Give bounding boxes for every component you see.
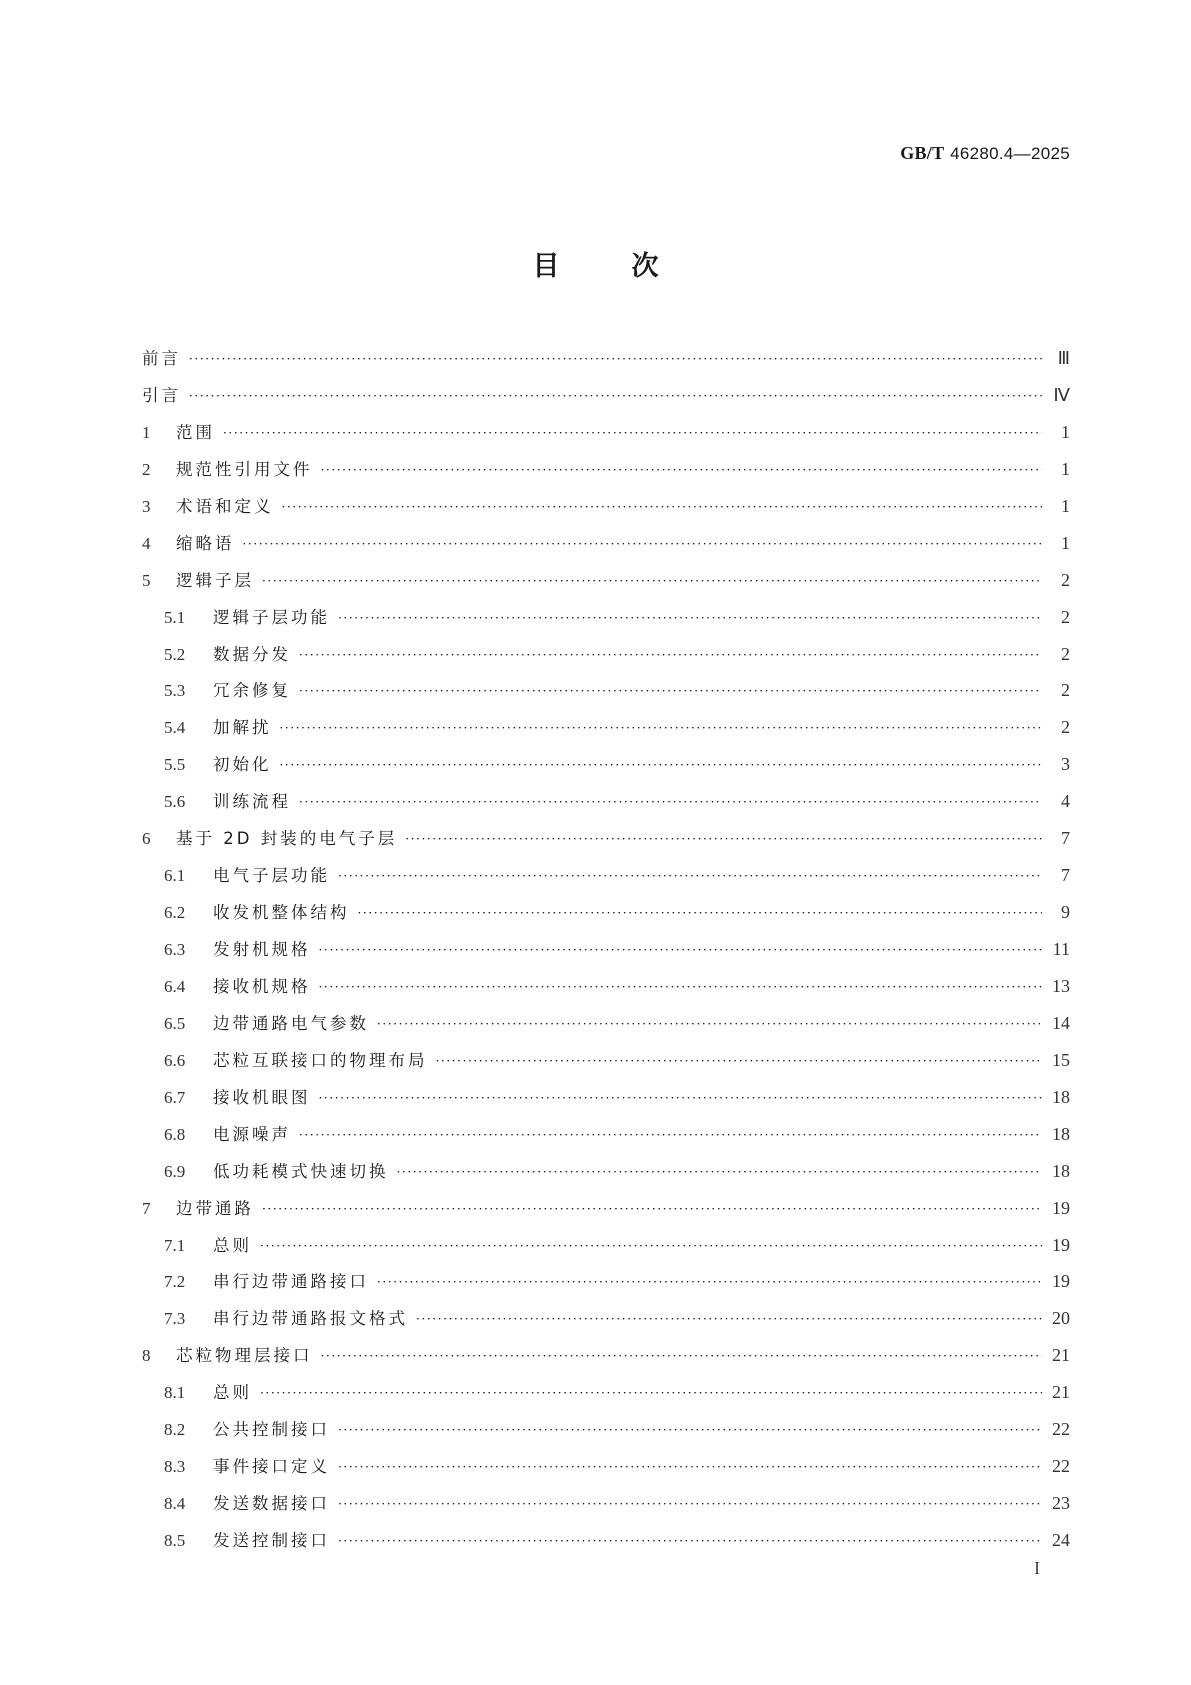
dot-leader xyxy=(397,1157,1043,1187)
toc-entry[interactable] xyxy=(142,897,1070,934)
toc-entry-page: 2 xyxy=(1061,606,1070,627)
toc-entry-title: 电源噪声 xyxy=(213,1124,291,1144)
toc-entry[interactable] xyxy=(142,1119,1070,1156)
toc-entry[interactable] xyxy=(142,491,1070,528)
toc-entry-number: 5.5 xyxy=(164,755,186,775)
dot-leader xyxy=(377,1009,1042,1039)
dot-leader xyxy=(436,1046,1043,1076)
toc-entry-number: 8.2 xyxy=(164,1420,186,1440)
toc-entry-title: 边带通路电气参数 xyxy=(213,1013,369,1033)
toc-entry-number: 6.4 xyxy=(164,976,186,996)
toc-entry-title: 收发机整体结构 xyxy=(213,903,350,923)
toc-entry-title: 总则 xyxy=(213,1383,252,1403)
toc-entry-title: 接收机规格 xyxy=(213,976,311,996)
toc-entry[interactable] xyxy=(142,1008,1070,1045)
toc-entry[interactable] xyxy=(142,417,1070,454)
dot-leader xyxy=(416,1304,1042,1334)
toc-entry-page: 13 xyxy=(1052,975,1070,996)
standard-number: 46280.4—2025 xyxy=(950,144,1070,163)
toc-entry-title: 发送控制接口 xyxy=(213,1531,330,1550)
toc-entry-page: 15 xyxy=(1052,1049,1070,1070)
toc-entry[interactable] xyxy=(142,380,1070,417)
toc-entry-title: 范围 xyxy=(176,422,215,442)
dot-leader xyxy=(299,640,1042,670)
toc-entry-page: 24 xyxy=(1052,1530,1070,1550)
toc-entry[interactable] xyxy=(142,749,1070,786)
standard-prefix: GB/T xyxy=(900,143,945,163)
toc-entry[interactable] xyxy=(142,860,1070,897)
toc-entry-number: 6.5 xyxy=(164,1013,186,1033)
toc-entry[interactable] xyxy=(142,1193,1070,1230)
toc-entry-page: 1 xyxy=(1061,421,1070,442)
toc-entry-page: 2 xyxy=(1061,680,1070,701)
toc-entry-title: 逻辑子层 xyxy=(176,570,254,590)
toc-entry-number: 5.4 xyxy=(164,718,186,738)
dot-leader xyxy=(280,713,1043,743)
toc-entry-title: 加解扰 xyxy=(213,718,272,738)
title-char-1: 目 xyxy=(532,251,560,282)
toc-entry-title: 术语和定义 xyxy=(176,496,274,516)
toc-entry-title: 发送数据接口 xyxy=(213,1494,330,1514)
dot-leader xyxy=(358,898,1043,928)
page-footer-number: I xyxy=(1034,1558,1040,1578)
toc-entry[interactable] xyxy=(142,343,1070,380)
toc-entry-number: 8.5 xyxy=(164,1531,186,1550)
dot-leader xyxy=(319,972,1043,1002)
dot-leader xyxy=(243,529,1043,559)
toc-entry-number: 2 xyxy=(142,459,151,479)
toc-entry-page: 21 xyxy=(1052,1382,1070,1403)
toc-entry-title: 芯粒互联接口的物理布局 xyxy=(213,1050,428,1070)
toc-entry-number: 5.2 xyxy=(164,644,186,664)
toc-entry-title: 低功耗模式快速切换 xyxy=(213,1161,389,1181)
toc-entry-page: 3 xyxy=(1061,754,1070,775)
toc-entry-title: 边带通路 xyxy=(176,1198,254,1218)
toc-entry-page: 7 xyxy=(1061,865,1070,886)
toc-entry-page: Ⅳ xyxy=(1053,384,1070,405)
toc-entry[interactable] xyxy=(142,1156,1070,1193)
toc-entry[interactable] xyxy=(142,675,1070,712)
dot-leader xyxy=(189,381,1042,411)
dot-leader xyxy=(338,1489,1042,1519)
toc-entry-page: 21 xyxy=(1052,1345,1070,1366)
toc-entry[interactable] xyxy=(142,823,1070,860)
toc-entry-page: Ⅲ xyxy=(1057,348,1070,368)
toc-entry[interactable] xyxy=(142,1082,1070,1119)
dot-leader xyxy=(280,750,1043,780)
dot-leader xyxy=(405,824,1042,854)
toc-entry-page: 18 xyxy=(1052,1123,1070,1144)
toc-entry-number: 7.3 xyxy=(164,1309,186,1329)
toc-entry-number: 4 xyxy=(142,533,151,553)
dot-leader xyxy=(338,1526,1042,1556)
toc-entry-number: 6.3 xyxy=(164,940,186,959)
toc-entry[interactable] xyxy=(142,528,1070,565)
toc-entry-title: 总则 xyxy=(213,1235,252,1255)
toc-entry-number: 6 xyxy=(142,829,151,849)
toc-entry-number: 5.3 xyxy=(164,681,186,701)
toc-entry-title: 训练流程 xyxy=(213,792,291,812)
toc-entry-page: 19 xyxy=(1052,1197,1070,1218)
toc-entry-number: 6.7 xyxy=(164,1087,186,1107)
toc-entry-title: 冗余修复 xyxy=(213,681,291,701)
dot-leader xyxy=(223,418,1042,448)
toc-entry[interactable] xyxy=(142,639,1070,676)
toc-entry-number: 6.9 xyxy=(164,1161,186,1181)
toc-entry-page: 2 xyxy=(1061,717,1070,738)
dot-leader xyxy=(338,861,1042,891)
toc-entry-page: 2 xyxy=(1061,569,1070,590)
toc-entry[interactable] xyxy=(142,1377,1070,1414)
toc-entry[interactable] xyxy=(142,786,1070,823)
toc-entry[interactable] xyxy=(142,934,1070,971)
toc-entry-page: 1 xyxy=(1061,532,1070,553)
dot-leader xyxy=(321,1341,1043,1371)
toc-entry-page: 9 xyxy=(1061,902,1070,923)
toc-entry-number: 5 xyxy=(142,570,151,590)
toc-entry-page: 20 xyxy=(1052,1308,1070,1329)
toc-entry[interactable] xyxy=(142,565,1070,602)
toc-entry-title: 接收机眼图 xyxy=(213,1087,311,1107)
toc-entry-title: 芯粒物理层接口 xyxy=(176,1346,313,1366)
dot-leader xyxy=(319,935,1043,965)
dot-leader xyxy=(338,1415,1042,1445)
table-of-contents xyxy=(142,343,1070,1562)
document-header xyxy=(900,143,1070,164)
dot-leader xyxy=(282,492,1043,522)
toc-entry[interactable] xyxy=(142,971,1070,1008)
toc-entry-title: 事件接口定义 xyxy=(213,1457,330,1477)
toc-entry[interactable] xyxy=(142,1303,1070,1340)
toc-entry-page: 11 xyxy=(1052,939,1070,959)
toc-entry-page: 18 xyxy=(1052,1160,1070,1181)
toc-entry-title: 发射机规格 xyxy=(213,940,311,959)
toc-entry[interactable] xyxy=(142,712,1070,749)
toc-entry-page: 23 xyxy=(1052,1493,1070,1514)
dot-leader xyxy=(319,1083,1043,1113)
toc-entry-title: 引言 xyxy=(142,385,181,405)
toc-entry[interactable] xyxy=(142,1230,1070,1267)
dot-leader xyxy=(189,344,1042,374)
toc-entry[interactable] xyxy=(142,454,1070,491)
dot-leader xyxy=(299,676,1042,706)
toc-entry[interactable] xyxy=(142,602,1070,639)
toc-entry-title: 公共控制接口 xyxy=(213,1420,330,1440)
dot-leader xyxy=(260,1378,1042,1408)
dot-leader xyxy=(262,1194,1042,1224)
toc-entry-page: 1 xyxy=(1061,458,1070,479)
toc-entry-page: 19 xyxy=(1052,1234,1070,1255)
dot-leader xyxy=(260,1231,1042,1261)
toc-entry-page: 7 xyxy=(1061,828,1070,849)
toc-entry[interactable] xyxy=(142,1266,1070,1303)
dot-leader xyxy=(299,787,1042,817)
dot-leader xyxy=(338,603,1042,633)
toc-entry-number: 7 xyxy=(142,1198,151,1218)
toc-entry-number: 6.2 xyxy=(164,903,186,923)
toc-entry-page: 4 xyxy=(1061,791,1070,812)
toc-entry-number: 5.1 xyxy=(164,607,186,627)
toc-entry-number: 6.6 xyxy=(164,1050,186,1070)
toc-entry-title: 规范性引用文件 xyxy=(176,459,313,479)
toc-entry-number: 7.1 xyxy=(164,1235,186,1255)
dot-leader xyxy=(262,566,1042,596)
toc-entry[interactable] xyxy=(142,1414,1070,1451)
toc-entry-number: 8 xyxy=(142,1346,151,1366)
dot-leader xyxy=(299,1120,1042,1150)
toc-entry-title: 前言 xyxy=(142,349,181,368)
page-title xyxy=(0,244,1191,283)
toc-entry[interactable] xyxy=(142,1488,1070,1525)
toc-entry-number: 5.6 xyxy=(164,792,186,812)
toc-entry-title: 逻辑子层功能 xyxy=(213,607,330,627)
toc-entry-title: 串行边带通路接口 xyxy=(213,1272,369,1292)
dot-leader xyxy=(377,1267,1042,1297)
toc-entry-title: 串行边带通路报文格式 xyxy=(213,1309,408,1329)
toc-entry[interactable] xyxy=(142,1525,1070,1562)
toc-entry-title: 基于 2D 封装的电气子层 xyxy=(176,829,398,849)
toc-entry[interactable] xyxy=(142,1451,1070,1488)
toc-entry-title: 缩略语 xyxy=(176,533,235,553)
toc-entry[interactable] xyxy=(142,1045,1070,1082)
toc-entry-page: 19 xyxy=(1052,1271,1070,1292)
toc-entry-number: 8.1 xyxy=(164,1383,186,1403)
toc-entry-page: 22 xyxy=(1052,1456,1070,1477)
toc-entry-number: 1 xyxy=(142,422,151,442)
toc-entry-number: 6.1 xyxy=(164,866,186,886)
toc-entry-number: 3 xyxy=(142,496,151,516)
toc-entry-number: 6.8 xyxy=(164,1124,186,1144)
dot-leader xyxy=(321,455,1043,485)
toc-entry-number: 8.4 xyxy=(164,1494,186,1514)
dot-leader xyxy=(338,1452,1042,1482)
toc-entry-title: 电气子层功能 xyxy=(213,866,330,886)
toc-entry[interactable] xyxy=(142,1340,1070,1377)
toc-entry-page: 18 xyxy=(1052,1086,1070,1107)
toc-entry-number: 8.3 xyxy=(164,1457,186,1477)
toc-entry-page: 14 xyxy=(1052,1012,1070,1033)
toc-entry-page: 2 xyxy=(1061,643,1070,664)
toc-entry-number: 7.2 xyxy=(164,1272,186,1292)
toc-entry-title: 数据分发 xyxy=(213,644,291,664)
toc-entry-page: 22 xyxy=(1052,1419,1070,1440)
title-char-2: 次 xyxy=(631,251,659,282)
toc-entry-title: 初始化 xyxy=(213,755,272,775)
toc-entry-page: 1 xyxy=(1061,495,1070,516)
